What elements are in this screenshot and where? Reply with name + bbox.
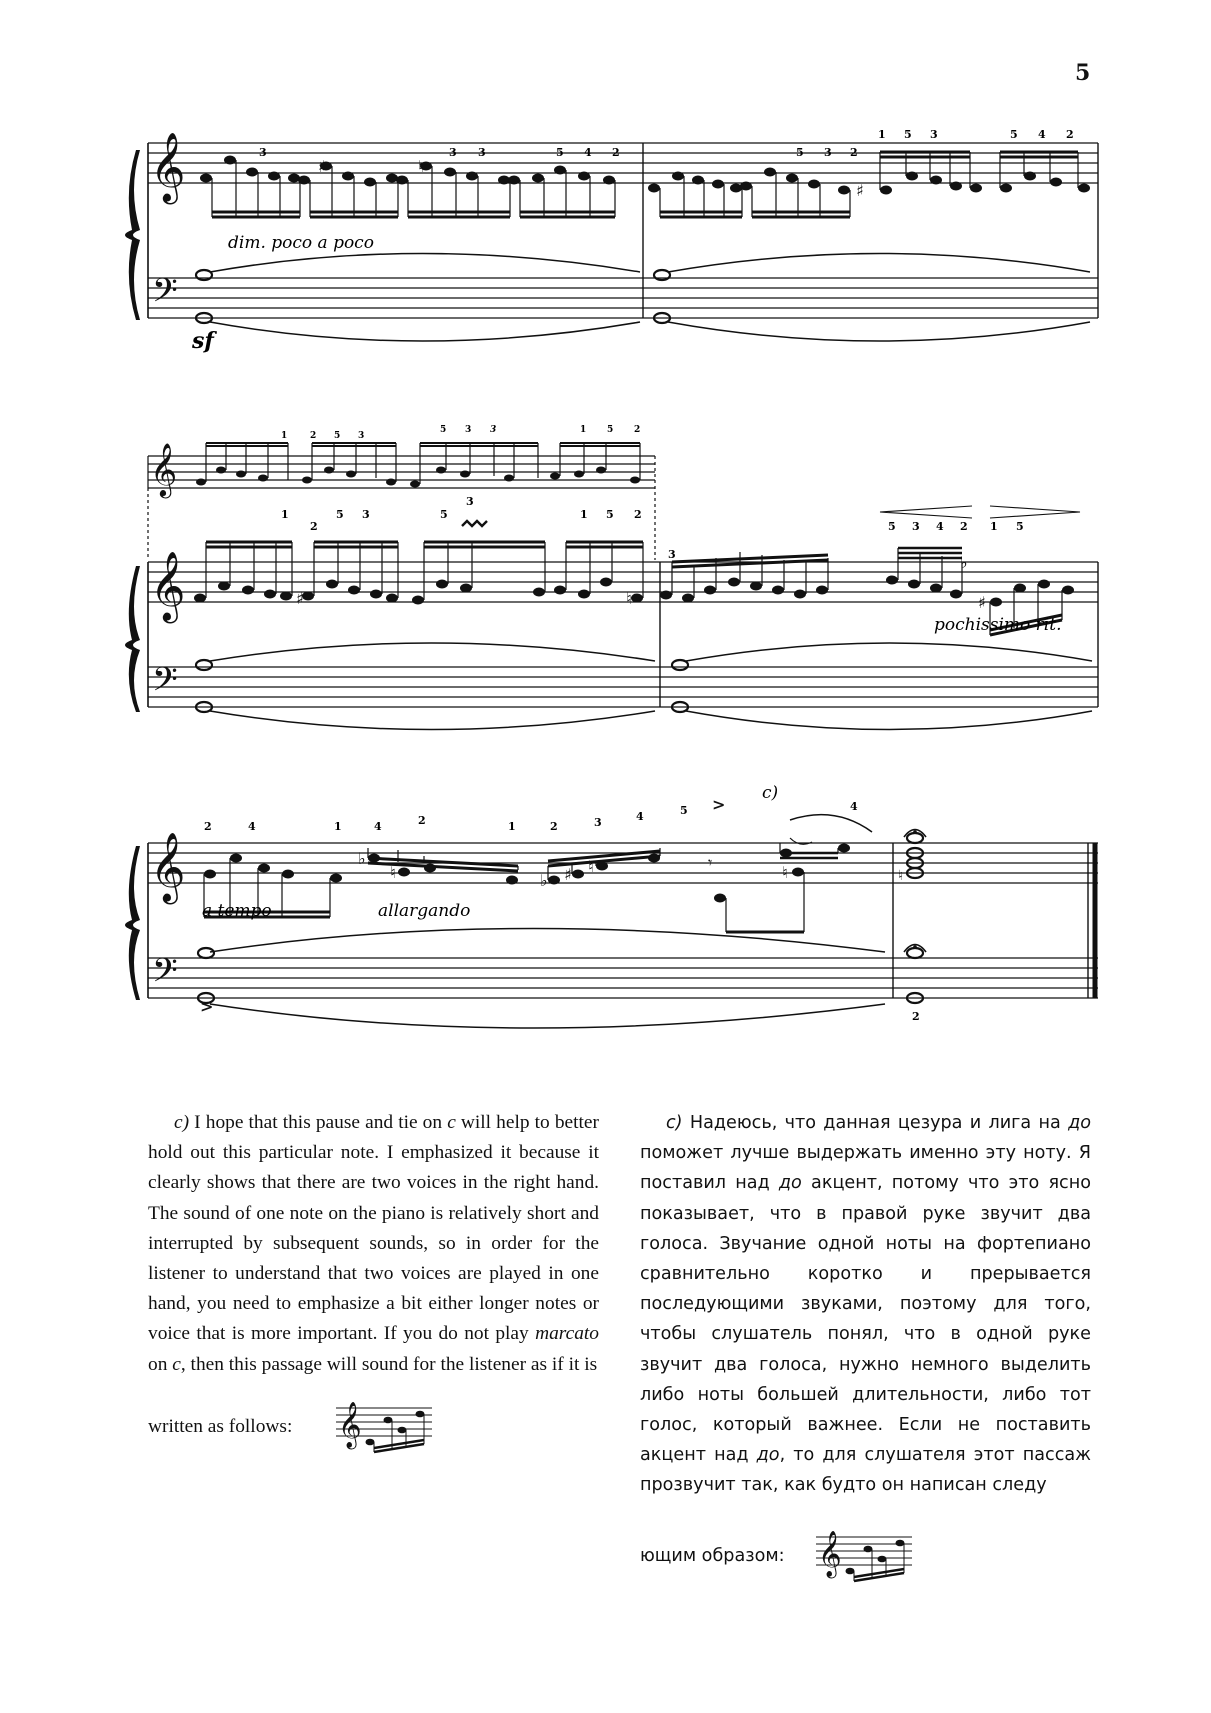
svg-text:♮: ♮ (782, 863, 788, 882)
svg-text:♯: ♯ (978, 593, 986, 612)
footnote-english-tail (148, 1390, 599, 1460)
svg-text:2: 2 (310, 520, 318, 533)
svg-text:5: 5 (607, 425, 614, 435)
svg-text:4: 4 (936, 520, 944, 533)
svg-text:3: 3 (362, 508, 370, 521)
fingering: 5 (556, 146, 564, 159)
svg-text:1: 1 (990, 520, 998, 533)
svg-text:2: 2 (550, 820, 558, 833)
fingering: 2 (1066, 128, 1074, 141)
footnote-russian-tail (640, 1511, 1091, 1581)
svg-text:♮: ♮ (588, 857, 594, 876)
svg-text:2: 2 (634, 425, 641, 435)
svg-text:4: 4 (636, 810, 644, 823)
svg-text:5: 5 (888, 520, 896, 533)
fingering: 1 (878, 128, 886, 141)
svg-text:1: 1 (580, 425, 587, 435)
svg-text:4: 4 (374, 820, 382, 833)
svg-text:2: 2 (960, 520, 968, 533)
svg-text:1: 1 (281, 431, 288, 441)
fingering: 5 (796, 146, 804, 159)
footnote-english-paragraph: c) I hope that this pause and tie on c will help to better hold out this particular note. I emphasized it because it clearly shows that there are two voices in the right hand. The sound of one note on the piano is relatively short and interrupted by subsequent sounds, so in order for the listener to understand that two voices are played in one hand, you need to emphasize a bit either longer notes or voice that is more important. If you do not play marcato on c, then this passage will sound for the listener as if it is (148, 1112, 599, 1375)
bass-fingering: 2 (912, 1010, 920, 1023)
svg-text:5: 5 (334, 431, 341, 441)
svg-text:5: 5 (680, 804, 688, 817)
brace-2 (125, 566, 140, 712)
notes-system-1 (200, 156, 1090, 195)
svg-text:♭: ♭ (358, 849, 366, 868)
svg-text:𝄞: 𝄞 (818, 1530, 842, 1577)
footnote-russian (640, 1108, 1091, 1581)
footnote-marker-c: c) (762, 783, 779, 803)
svg-text:3: 3 (466, 495, 474, 508)
fingering: 3 (824, 146, 832, 159)
footnote-russian-paragraph: c) Надеюсь, что данная цезура и лига на до поможет лучше выдержать именно эту ноту. Я поставил над до акцент, потому что это ясно показывает, что в правой руке звучит два голоса. Звучание одной ноты на фортепиано сравнительно коротко и прерывается последующими звуками, поэтому для того, чтобы слушатель понял, что в одной руке звучит два голоса, нужно немного выделить либо ноты большей длительности, либо тот голос, который важнее. Если не поставить акцент над до, то для слушателя этот пассаж прозвучит так, как будто он написан следу (640, 1113, 1091, 1496)
example-notation-en (336, 1390, 432, 1456)
treble-clef-3: 𝄞 (150, 832, 186, 902)
svg-text:5: 5 (1016, 520, 1024, 533)
svg-text:2: 2 (310, 431, 317, 441)
svg-text:2: 2 (418, 814, 426, 827)
svg-text:♯: ♯ (318, 157, 326, 176)
svg-text:3: 3 (594, 816, 602, 829)
svg-text:♮: ♮ (390, 863, 396, 882)
svg-text:♯: ♯ (564, 865, 572, 884)
bass-clef-1: 𝄢 (152, 272, 178, 318)
treble-clef-ossia: 𝄞 (150, 442, 178, 496)
expression-dim-poco-a-poco: dim. poco a poco (228, 233, 374, 253)
brace-3 (125, 846, 140, 1000)
svg-text:4: 4 (248, 820, 256, 833)
svg-text:♮: ♮ (418, 157, 424, 176)
treble-clef-2: 𝄞 (150, 551, 186, 621)
svg-text:♯: ♯ (296, 589, 304, 608)
svg-text:2: 2 (634, 508, 642, 521)
svg-text:5: 5 (440, 425, 447, 435)
fingerings-system-2-m2 (668, 520, 1024, 561)
svg-text:3: 3 (912, 520, 920, 533)
example-notation-ru (816, 1519, 912, 1585)
fingerings-ossia (281, 425, 640, 441)
svg-text:♭: ♭ (960, 553, 968, 572)
following-form-label: ющим образом: (640, 1545, 785, 1566)
fingering: 2 (612, 146, 620, 159)
svg-text:5: 5 (606, 508, 614, 521)
svg-text:𝄾: 𝄾 (708, 853, 713, 872)
fingering: 4 (584, 146, 592, 159)
brace-1 (125, 150, 140, 320)
dynamic-sf: sf (192, 328, 214, 354)
written-as-follows-label: written as follows: (148, 1415, 293, 1437)
footnote-english (148, 1108, 599, 1460)
expression-pochissimo-rit: pochissimo rit. (934, 615, 1062, 635)
svg-text:>: > (712, 795, 726, 814)
svg-text:3: 3 (465, 425, 472, 435)
fingering: 3 (930, 128, 938, 141)
notes-system-3 (204, 830, 917, 949)
fingerings-system-2-m1 (281, 495, 642, 533)
svg-text:5: 5 (336, 508, 344, 521)
svg-text:3: 3 (490, 425, 497, 435)
fingering: 3 (259, 146, 267, 159)
svg-text:3: 3 (668, 548, 676, 561)
svg-text:>: > (200, 997, 214, 1016)
system-2 (148, 443, 1098, 730)
fingering: 5 (904, 128, 912, 141)
page-number: 5 (1075, 60, 1091, 86)
fingering: 5 (1010, 128, 1018, 141)
svg-text:1: 1 (334, 820, 342, 833)
svg-text:4: 4 (850, 800, 858, 813)
expression-a-tempo: a tempo (202, 901, 272, 921)
system-3 (148, 815, 1098, 1028)
svg-text:5: 5 (440, 508, 448, 521)
fingerings-system-3 (204, 800, 858, 833)
treble-clef-1: 𝄞 (150, 132, 186, 202)
svg-text:1: 1 (281, 508, 289, 521)
svg-text:𝄞: 𝄞 (338, 1401, 362, 1447)
svg-text:2: 2 (204, 820, 212, 833)
fingering: 2 (850, 146, 858, 159)
svg-text:1: 1 (580, 508, 588, 521)
fingering: 3 (449, 146, 457, 159)
expression-allargando: allargando (378, 901, 471, 921)
svg-text:3: 3 (358, 431, 365, 441)
svg-text:♮: ♮ (626, 589, 632, 608)
svg-text:♯: ♯ (856, 181, 864, 200)
svg-text:1: 1 (508, 820, 516, 833)
fingering: 3 (478, 146, 486, 159)
svg-text:♮: ♮ (898, 868, 904, 884)
bass-clef-3: 𝄢 (152, 952, 178, 998)
svg-text:♭: ♭ (540, 871, 548, 890)
bass-clef-2: 𝄢 (152, 661, 178, 707)
fingering: 4 (1038, 128, 1046, 141)
